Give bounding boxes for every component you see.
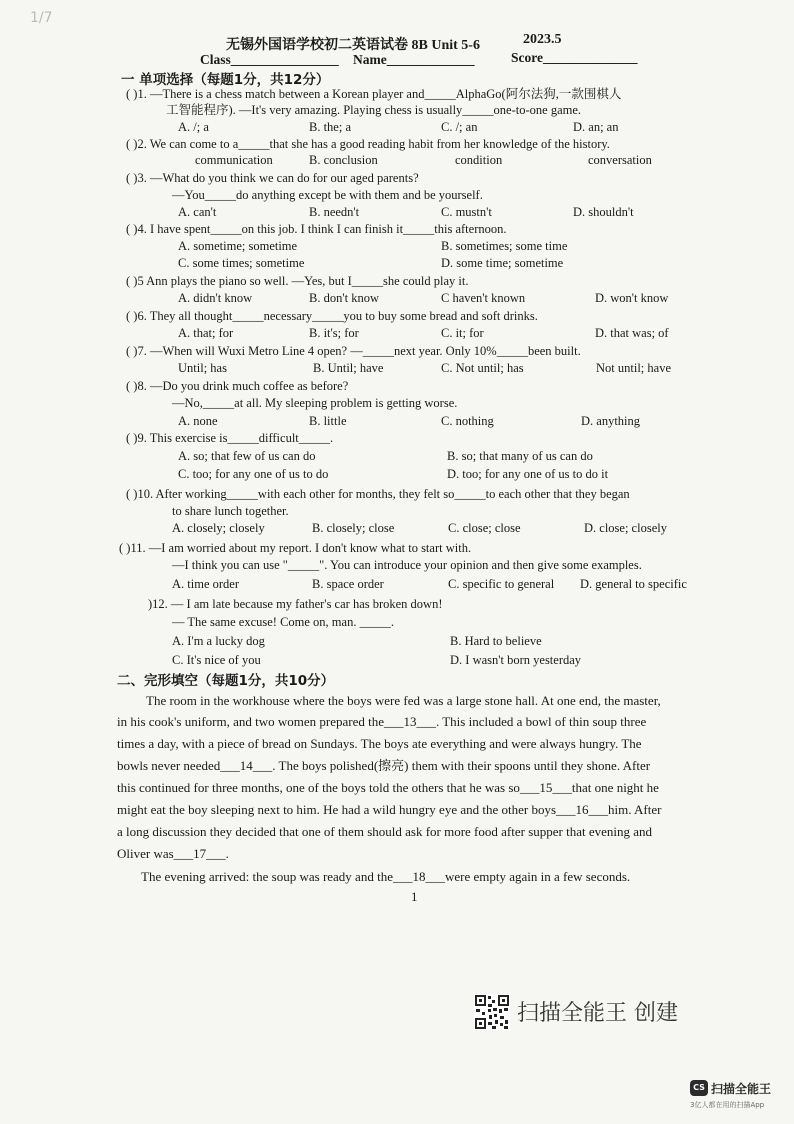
question-line: A. can't — [178, 205, 217, 219]
question-line: A. didn't know — [178, 291, 253, 305]
question-line: to share lunch together. — [172, 504, 289, 518]
question-line: C. It's nice of you — [172, 653, 261, 667]
question-line: Until; has — [178, 361, 227, 375]
class-label: Class________________ — [200, 52, 339, 67]
question-stem: ( )3. —What do you think we can do for our aged parents? — [126, 171, 419, 185]
question-line: D. anything — [581, 414, 641, 428]
question-line: D. close; closely — [584, 521, 667, 535]
question-line: C. /; an — [441, 120, 478, 134]
section-1-heading: 一 单项选择（每题1分，共12分） — [121, 72, 330, 88]
passage-line: Oliver was___17___. — [117, 846, 229, 861]
qr-code-icon — [474, 994, 510, 1030]
passage-line: in his cook's uniform, and two women prepared the___13___. This included a bowl of thin soup three — [117, 714, 647, 729]
question-line: D. I wasn't born yesterday — [450, 653, 582, 667]
question-line: A. sometime; sometime — [178, 239, 298, 253]
question-line: 工智能程序). —It's very amazing. Playing chess is usually_____one-to-one game. — [166, 103, 582, 117]
question-line: A. none — [178, 414, 218, 428]
question-line: B. the; a — [309, 120, 352, 134]
question-line: —I think you can use "_____". You can introduce your opinion and then give some examples. — [172, 558, 642, 572]
passage-line: bowls never needed___14___. The boys polished(擦亮) them with their spoons until they shone. After — [117, 758, 651, 773]
question-line: — The same excuse! Come on, man. _____. — [172, 615, 394, 629]
question-line: A. that; for — [178, 326, 234, 340]
question-line: C. specific to general — [448, 577, 555, 591]
question-stem: ( )7. —When will Wuxi Metro Line 4 open? —_____next year. Only 10%_____been built. — [126, 344, 581, 358]
question-line: B. conclusion — [309, 153, 378, 167]
question-line: D. general to specific — [580, 577, 687, 591]
camscanner-logo-icon: CS — [690, 1080, 708, 1096]
question-line: B. sometimes; some time — [441, 239, 568, 253]
section-2-heading: 二、完形填空（每题1分，共10分） — [117, 673, 335, 689]
question-line: D. too; for any one of us to do it — [447, 467, 609, 481]
question-line: B. Hard to believe — [450, 634, 542, 648]
question-line: condition — [455, 153, 503, 167]
question-stem: ( )4. I have spent_____on this job. I think I can finish it_____this afternoon. — [126, 222, 507, 236]
question-stem: ( )1. —There is a chess match between a Korean player and_____AlphaGo(阿尔法狗,一款围棋人 — [126, 87, 622, 101]
question-line: B. Until; have — [313, 361, 384, 375]
question-line: —No,_____at all. My sleeping problem is getting worse. — [172, 396, 458, 410]
question-line: D. won't know — [595, 291, 669, 305]
question-line: communication — [195, 153, 273, 167]
exam-date: 2023.5 — [523, 32, 562, 47]
question-line: B. needn't — [309, 205, 360, 219]
question-line: D. an; an — [573, 120, 619, 134]
name-label: Name_____________ — [353, 52, 475, 67]
passage-line: this continued for three months, one of the boys told the others that he was so___15___that one night he — [117, 780, 659, 795]
scanner-watermark: 扫描全能王 创建 — [517, 1001, 678, 1026]
question-line: A. so; that few of us can do — [178, 449, 316, 463]
question-line: B. little — [309, 414, 347, 428]
question-line: A. time order — [172, 577, 239, 591]
corner-mark: 1/7 — [30, 10, 53, 26]
question-line: C haven't known — [441, 291, 526, 305]
question-line: B. space order — [312, 577, 384, 591]
question-line: A. I'm a lucky dog — [172, 634, 265, 648]
question-line: —You_____do anything except be with them and be yourself. — [172, 188, 483, 202]
passage-line: The room in the workhouse where the boys were fed was a large stone hall. At one end, the master, — [146, 693, 661, 708]
score-label: Score______________ — [511, 50, 638, 65]
question-line: B. it's; for — [309, 326, 359, 340]
question-line: B. don't know — [309, 291, 379, 305]
passage-line: might eat the boy sleeping next to him. He had a wild hungry eye and the other boys___16___him. After — [117, 802, 662, 817]
question-line: C. nothing — [441, 414, 494, 428]
question-stem: ( )5 Ann plays the piano so well. —Yes, but I_____she could play it. — [126, 274, 469, 288]
scanner-logo-label: 扫描全能王 — [711, 1082, 772, 1096]
question-stem: ( )9. This exercise is_____difficult_____. — [126, 431, 334, 445]
question-stem: )12. — I am late because my father's car has broken down! — [148, 597, 443, 611]
page-number: 1 — [411, 889, 418, 904]
exam-title: 无锡外国语学校初二英语试卷 8B Unit 5-6 — [226, 38, 480, 53]
question-stem: ( )11. —I am worried about my report. I don't know what to start with. — [119, 541, 472, 555]
question-line: A. closely; closely — [172, 521, 265, 535]
question-line: C. some times; sometime — [178, 256, 305, 270]
question-line: B. closely; close — [312, 521, 395, 535]
question-line: C. close; close — [448, 521, 521, 535]
scanner-tagline: 3亿人都在用的扫描App — [690, 1101, 765, 1109]
question-line: D. shouldn't — [573, 205, 634, 219]
passage-line: a long discussion they decided that one of them should ask for more food after supper that evening and — [117, 824, 653, 839]
question-stem: ( )10. After working_____with each other for months, they felt so_____to each other that they began — [126, 487, 630, 501]
question-line: C. Not until; has — [441, 361, 524, 375]
question-line: C. too; for any one of us to do — [178, 467, 329, 481]
passage-line: times a day, with a piece of bread on Sundays. The boys ate everything and were always hungry. The — [117, 736, 642, 751]
question-line: D. some time; sometime — [441, 256, 564, 270]
question-line: D. that was; of — [595, 326, 669, 340]
question-line: Not until; have — [596, 361, 671, 375]
passage-line: The evening arrived: the soup was ready and the___18___were empty again in a few seconds. — [141, 869, 631, 884]
question-line: B. so; that many of us can do — [447, 449, 593, 463]
question-line: C. it; for — [441, 326, 484, 340]
question-stem: ( )8. —Do you drink much coffee as before? — [126, 379, 349, 393]
question-stem: ( )2. We can come to a_____that she has a good reading habit from her knowledge of the history. — [126, 137, 610, 151]
question-line: A. /; a — [178, 120, 209, 134]
question-line: C. mustn't — [441, 205, 492, 219]
question-stem: ( )6. They all thought_____necessary_____you to buy some bread and soft drinks. — [126, 309, 538, 323]
question-line: conversation — [588, 153, 652, 167]
